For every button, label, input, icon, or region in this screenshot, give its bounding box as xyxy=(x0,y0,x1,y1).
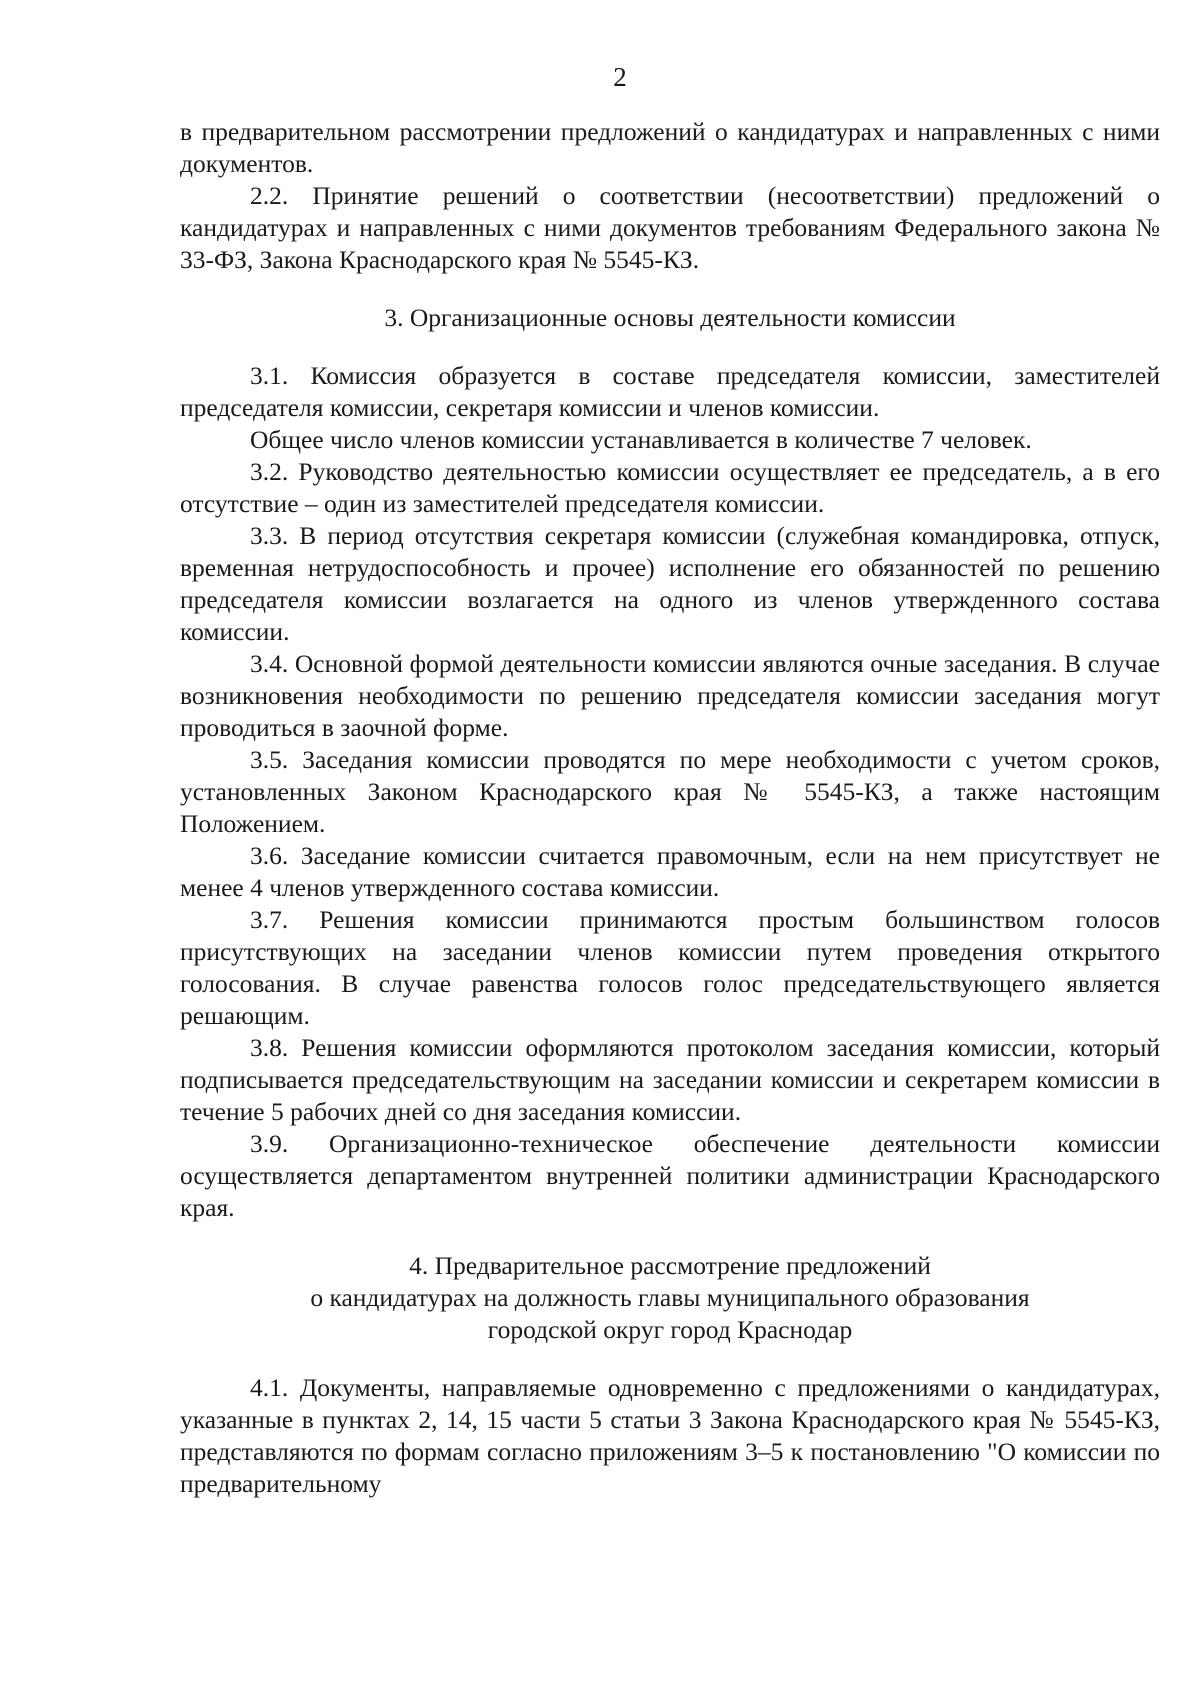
section-4-heading xyxy=(180,1250,1160,1346)
section-4-body xyxy=(180,1372,1160,1500)
paragraph-3-4: 3.4. Основной формой деятельности комиссии являются очные заседания. В случае возникновения необходимости по решению председателя комиссии заседания могут проводиться в заочной форме. xyxy=(180,649,1160,742)
paragraph-3-1: 3.1. Комиссия образуется в составе председателя комиссии, заместителей председателя комиссии, секретаря комиссии и членов комиссии. xyxy=(180,361,1160,422)
page-number: 2 xyxy=(613,62,627,92)
paragraph-3-8: 3.8. Решения комиссии оформляются протоколом заседания комиссии, который подписывается председательствующим на заседании комиссии и секретарем комиссии в течение 5 рабочих дней со дня заседания комиссии. xyxy=(180,1033,1160,1126)
continuation-paragraph: в предварительном рассмотрении предложений о кандидатурах и направленных с ними документов. xyxy=(180,117,1160,178)
paragraph-3-7: 3.7. Решения комиссии принимаются простым большинством голосов присутствующих на заседании членов комиссии путем проведения открытого голосования. В случае равенства голосов голос председательствующего является решающим. xyxy=(180,905,1160,1030)
section-3-body xyxy=(180,360,1160,1224)
paragraph-3-1-members: Общее число членов комиссии устанавливается в количестве 7 человек. xyxy=(250,425,1032,454)
section-4-heading-line-3: городской округ город Краснодар xyxy=(487,1315,853,1344)
paragraph-3-6: 3.6. Заседание комиссии считается правомочным, если на нем присутствует не менее 4 членов утвержденного состава комиссии. xyxy=(180,841,1160,902)
paragraph-3-2: 3.2. Руководство деятельностью комиссии осуществляет ее председатель, а в его отсутствие – один из заместителей председателя комиссии. xyxy=(180,457,1160,518)
paragraph-3-5: 3.5. Заседания комиссии проводятся по мере необходимости с учетом сроков, установленных Законом Краснодарского края № 5545-КЗ, а также настоящим Положением. xyxy=(180,745,1160,838)
section-4-heading-line-1: 4. Предварительное рассмотрение предложений xyxy=(409,1251,931,1280)
paragraph-3-3: 3.3. В период отсутствия секретаря комиссии (служебная командировка, отпуск, временная нетрудоспособность и прочее) исполнение его обязанностей по решению председателя комиссии возлагается на одного из членов утвержденного состава комиссии. xyxy=(180,521,1160,646)
section-4-heading-line-2: о кандидатурах на должность главы муниципального образования xyxy=(310,1283,1030,1312)
section-3-heading: 3. Организационные основы деятельности комиссии xyxy=(384,303,956,332)
paragraph-4-1: 4.1. Документы, направляемые одновременно с предложениями о кандидатурах, указанные в пунктах 2, 14, 15 части 5 статьи 3 Закона Краснодарского края № 5545-КЗ, представляются по формам согласно приложениям 3–5 к постановлению "О комиссии по предварительному xyxy=(180,1373,1160,1498)
document-body xyxy=(180,116,1160,1500)
paragraph-3-9: 3.9. Организационно-техническое обеспечение деятельности комиссии осуществляется департаментом внутренней политики администрации Краснодарского края. xyxy=(180,1129,1160,1222)
paragraph-2-2: 2.2. Принятие решений о соответствии (несоответствии) предложений о кандидатурах и направленных с ними документов требованиям Федерального закона № 33-ФЗ, Закона Краснодарского края № 5545-КЗ. xyxy=(180,181,1160,274)
